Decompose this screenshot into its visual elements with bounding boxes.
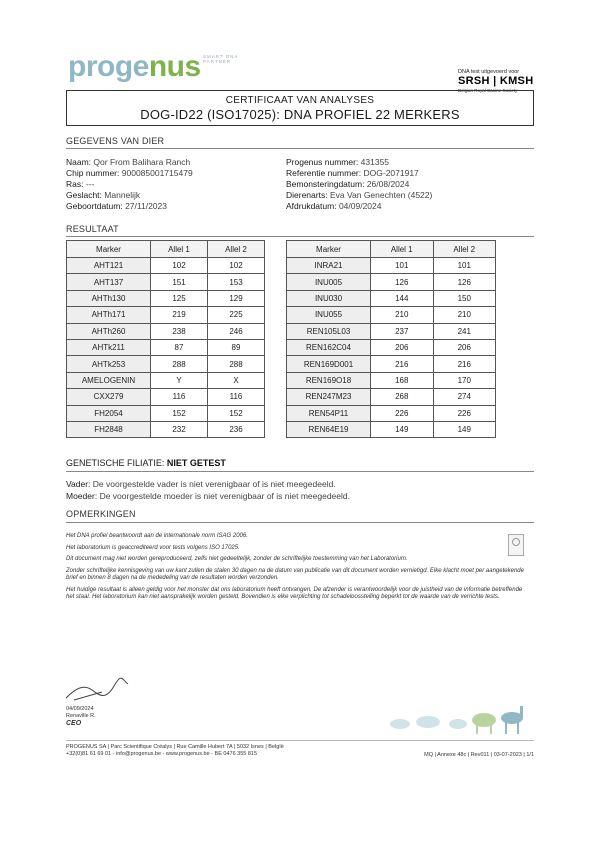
allel2-cell: 225 (208, 307, 265, 323)
allel2-cell: 288 (208, 356, 265, 372)
allel2-cell: X (208, 372, 265, 388)
allel1-cell: 219 (151, 307, 208, 323)
info-row (286, 168, 536, 179)
remark-item: Het huidige resultaat is alleen geldig voor het monster dat ons laboratorium heeft ontvangen. De afzender is verantwoordelijk voor de juistheid van de informatie betreffende het staal. Het laboratorium kan niet aansprakelijk worden gesteld. Bovendien is elke verplichting tot schadeloosstelling beperkt tot de waarde van de verrichte tests. (66, 587, 523, 601)
allel1-cell: 268 (371, 389, 434, 405)
allel1-cell: 125 (151, 290, 208, 306)
marker-cell: REN105L03 (287, 323, 371, 339)
divider (66, 522, 534, 523)
signature-name: Renaville R. (66, 713, 96, 719)
table-row (287, 274, 496, 290)
column-header: Allel 1 (371, 241, 434, 258)
footer-address-line: PROGENUS SA | Parc Scientifique Créalys | Rue Camille Hubert 7A | 5032 Isnes | Belgïë (66, 744, 284, 750)
marker-cell: AHTh171 (67, 307, 151, 323)
info-label: Ras: (66, 179, 84, 189)
srsh-subtitle: Belgian Royal Canine Society (458, 88, 518, 93)
info-value: Eva Van Genechten (4522) (329, 190, 433, 200)
info-value: 04/09/2024 (338, 201, 382, 211)
table-row (67, 421, 265, 437)
table-row (67, 258, 265, 274)
divider (66, 236, 534, 237)
info-label: Geboortdatum: (66, 201, 123, 211)
remarks-list (66, 533, 528, 606)
allel1-cell: 226 (371, 405, 434, 421)
remark-item: Het DNA profiel beantwoordt aan de internationale norm ISAG 2006. (66, 533, 248, 539)
mother-label: Moeder: (66, 491, 98, 501)
divider (66, 148, 534, 149)
table-row (67, 274, 265, 290)
filiation-father (66, 479, 536, 490)
mother-text: De voorgestelde moeder is niet verenigbaar of is niet meegedeeld. (99, 491, 350, 501)
allel2-cell: 89 (208, 339, 265, 355)
allel2-cell: 170 (433, 372, 496, 388)
info-row (66, 157, 286, 168)
allel2-cell: 274 (433, 389, 496, 405)
remarks-section-heading: OPMERKINGEN (66, 509, 136, 519)
info-row (286, 157, 536, 168)
table-row (287, 339, 496, 355)
info-value: 431355 (360, 157, 390, 167)
table-row (67, 372, 265, 388)
marker-cell: REN169O18 (287, 372, 371, 388)
table-row (67, 307, 265, 323)
srsh-caption: DNA test uitgevoerd voor (458, 69, 520, 75)
info-value: 27/11/2023 (125, 201, 167, 211)
marker-cell: AHTk253 (67, 356, 151, 372)
column-header: Allel 2 (208, 241, 265, 258)
allel2-cell: 216 (433, 356, 496, 372)
father-label: Vader: (66, 479, 91, 489)
table-row (67, 356, 265, 372)
allel1-cell: 151 (151, 274, 208, 290)
allel1-cell: 116 (151, 389, 208, 405)
table-row (287, 421, 496, 437)
allel1-cell: 101 (371, 258, 434, 274)
animals-illustration-icon (380, 700, 530, 736)
marker-cell: AHTh260 (67, 323, 151, 339)
marker-cell: INU055 (287, 307, 371, 323)
marker-cell: REN169D001 (287, 356, 371, 372)
signature-icon (62, 676, 132, 706)
info-value: Mannelijk (104, 190, 141, 200)
info-row (66, 168, 286, 179)
info-row (66, 201, 286, 212)
allel2-cell: 206 (433, 339, 496, 355)
table-row (287, 307, 496, 323)
marker-cell: AHT137 (67, 274, 151, 290)
info-value: 26/08/2024 (366, 179, 410, 189)
allel2-cell: 153 (208, 274, 265, 290)
info-label: Dierenarts: (286, 190, 328, 200)
table-row (287, 290, 496, 306)
info-label: Referentie nummer: (286, 168, 362, 178)
marker-cell: AHTh130 (67, 290, 151, 306)
column-header: Marker (67, 241, 151, 258)
certificate-title-box (66, 90, 534, 126)
allel2-cell: 236 (208, 421, 265, 437)
remark-item: Dit document mag niet worden gereproduceerd, zelfs niet gedeeltelijk, zonder de schriftelijke toestemming van het Laboratorium. (66, 556, 408, 563)
table-row (67, 405, 265, 421)
table-row (287, 405, 496, 421)
logo-tagline: SMART DNA PARTNER (203, 54, 239, 64)
info-row (66, 179, 286, 190)
footer-contact-line: +32(0)81 61 69 01 - info@progenus.be - www.progenus.be - BE 0476 355 815 (66, 751, 258, 757)
allel1-cell: 126 (371, 274, 434, 290)
accreditation-badge-icon (508, 534, 524, 556)
signature-date: 04/09/2024 (66, 706, 94, 712)
info-label: Bemonsteringdatum: (286, 179, 365, 189)
marker-cell: REN64E19 (287, 421, 371, 437)
info-value: Qor From Balihara Ranch (93, 157, 191, 167)
divider (66, 471, 534, 472)
allel2-cell: 210 (433, 307, 496, 323)
column-header: Allel 1 (151, 241, 208, 258)
signature-role: CEO (66, 720, 82, 727)
srsh-logo: SRSH | KMSH (458, 75, 534, 87)
info-value: DOG-2071917 (363, 168, 419, 178)
allel1-cell: 237 (371, 323, 434, 339)
logo-text-part1: proge (68, 50, 149, 83)
table-header-row (287, 241, 496, 258)
logo-text-part2: nus (148, 50, 201, 83)
remark-item: Het laboratorium is geaccrediteerd voor tests volgens ISO 17025. (66, 544, 240, 551)
marker-cell: REN54P11 (287, 405, 371, 421)
allel2-cell: 126 (433, 274, 496, 290)
allel2-cell: 102 (208, 258, 265, 274)
column-header: Marker (287, 241, 371, 258)
table-row (287, 323, 496, 339)
marker-cell: FH2848 (67, 421, 151, 437)
allel2-cell: 101 (433, 258, 496, 274)
info-label: Geslacht: (66, 190, 102, 200)
allel1-cell: Y (151, 372, 208, 388)
table-row (287, 356, 496, 372)
table-row (67, 389, 265, 405)
table-row (67, 290, 265, 306)
results-section-heading: RESULTAAT (66, 224, 119, 234)
info-label: Chip nummer: (66, 168, 120, 178)
marker-cell: INU030 (287, 290, 371, 306)
animal-info-right (286, 157, 536, 212)
info-row (286, 190, 536, 201)
info-row (286, 179, 536, 190)
table-row (287, 372, 496, 388)
marker-cell: FH2054 (67, 405, 151, 421)
allel1-cell: 210 (371, 307, 434, 323)
marker-cell: INRA21 (287, 258, 371, 274)
allel1-cell: 288 (151, 356, 208, 372)
allel1-cell: 144 (371, 290, 434, 306)
signature-block (66, 706, 96, 727)
info-row (286, 201, 536, 212)
filiation-status: NIET GETEST (166, 458, 226, 468)
allel1-cell: 232 (151, 421, 208, 437)
allel1-cell: 152 (151, 405, 208, 421)
footer-address (66, 744, 386, 758)
marker-cell: REN247M23 (287, 389, 371, 405)
marker-cell: AHTk211 (67, 339, 151, 355)
allel1-cell: 238 (151, 323, 208, 339)
allel2-cell: 246 (208, 323, 265, 339)
allel2-cell: 149 (433, 421, 496, 437)
allel1-cell: 216 (371, 356, 434, 372)
father-text: De voorgestelde vader is niet verenigbaar of is niet meegedeeld. (92, 479, 336, 489)
results-table-left (66, 240, 265, 438)
info-label: Naam: (66, 157, 92, 167)
info-value: 900085001715479 (121, 168, 193, 178)
table-row (67, 339, 265, 355)
results-table-right (286, 240, 496, 438)
footer-doc-ref: MQ | Annexe 48c | Rev011 | 03-07-2023 | 1/1 (424, 752, 534, 758)
allel2-cell: 150 (433, 290, 496, 306)
allel1-cell: 87 (151, 339, 208, 355)
column-header: Allel 2 (433, 241, 496, 258)
remark-item: Zonder schriftelijke kennisgeving van uw kant zullen de stalen 30 dagen na de datum van publicatie van dit document worden vernietigd. Elke klacht moet per aangetekende brief en binnen 8 dagen na de mededeling van de resultaten worden verzonden. (66, 568, 524, 582)
marker-cell: REN162C04 (287, 339, 371, 355)
allel1-cell: 168 (371, 372, 434, 388)
certificate-title: CERTIFICAAT VAN ANALYSES (225, 95, 375, 106)
allel2-cell: 116 (208, 389, 265, 405)
allel2-cell: 152 (208, 405, 265, 421)
marker-cell: AHT121 (67, 258, 151, 274)
filiation-heading (66, 458, 226, 468)
table-row (67, 323, 265, 339)
allel2-cell: 226 (433, 405, 496, 421)
animal-section-heading: GEGEVENS VAN DIER (66, 136, 165, 146)
info-value: --- (85, 179, 95, 189)
info-row (66, 190, 286, 201)
progenus-logo (68, 50, 201, 84)
animal-info-left (66, 157, 286, 212)
allel1-cell: 149 (371, 421, 434, 437)
info-label: Afdrukdatum: (286, 201, 337, 211)
table-row (287, 258, 496, 274)
table-row (287, 389, 496, 405)
allel2-cell: 241 (433, 323, 496, 339)
marker-cell: CXX279 (67, 389, 151, 405)
footer-divider (66, 740, 534, 741)
filiation-mother (66, 491, 536, 502)
allel1-cell: 102 (151, 258, 208, 274)
allel1-cell: 206 (371, 339, 434, 355)
marker-cell: INU005 (287, 274, 371, 290)
marker-cell: AMELOGENIN (67, 372, 151, 388)
certificate-subtitle: DOG-ID22 (ISO17025): DNA PROFIEL 22 MERKERS (140, 107, 460, 122)
allel2-cell: 129 (208, 290, 265, 306)
info-label: Progenus nummer: (286, 157, 359, 167)
table-header-row (67, 241, 265, 258)
filiation-label: GENETISCHE FILIATIE: (66, 458, 165, 468)
